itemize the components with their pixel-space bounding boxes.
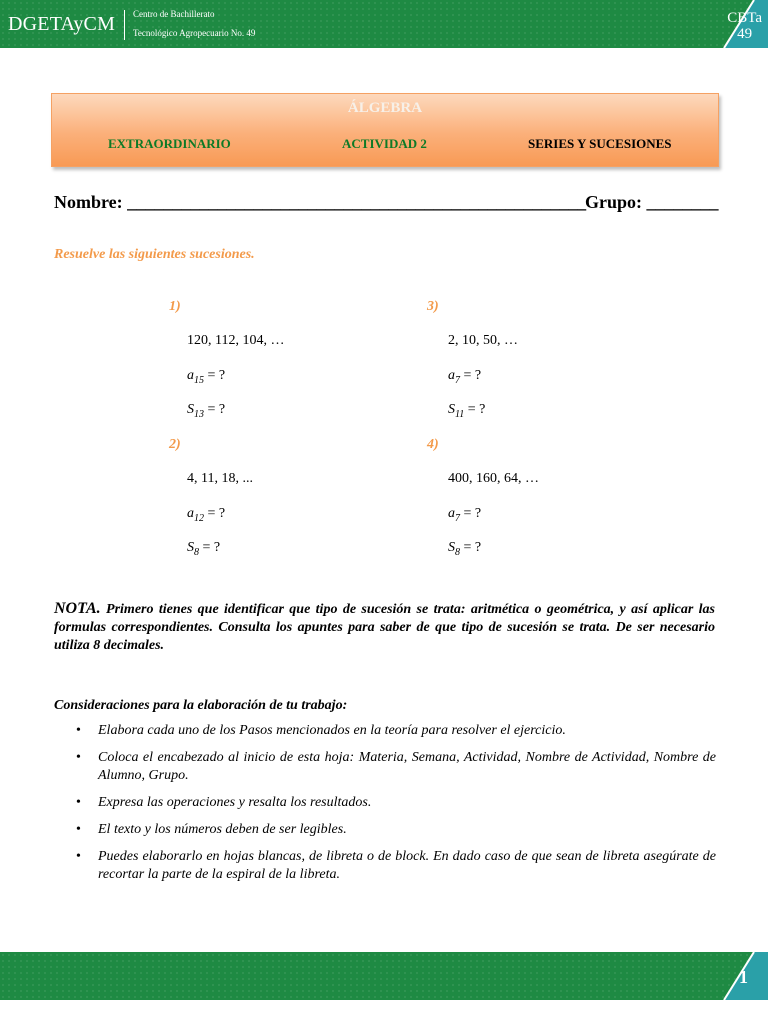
- considerations-title: Consideraciones para la elaboración de tu trabajo:: [54, 698, 348, 713]
- list-item-text: Expresa las operaciones y resalta los resultados.: [98, 795, 372, 810]
- bullet-icon: •: [76, 723, 81, 738]
- sum-symbol: S: [187, 402, 194, 417]
- list-item-text: Puedes elaborarlo en hojas blancas, de libreta o de block. En dado caso de que sean de libreta asegúrate de recortar la parte de la espiral de la libreta.: [98, 849, 716, 882]
- term-question: = ?: [204, 506, 226, 521]
- list-item-text: Coloca el encabezado al inicio de esta hoja: Materia, Semana, Actividad, Nombre de Actividad, Nombre de Alumno, Grupo.: [98, 750, 716, 783]
- note-text: Primero tienes que identificar que tipo de sucesión se trata: aritmética o geométrica, y así aplicar las formulas correspondientes. Consulta los apuntes para saber de que tipo de sucesión se trata. De ser necesario utiliza 8 decimales.: [54, 602, 715, 653]
- exercise-3-sum: [448, 402, 485, 420]
- note-paragraph: [54, 600, 715, 655]
- sum-question: = ?: [199, 540, 221, 555]
- term-index: 15: [194, 374, 204, 386]
- list-item: [76, 749, 716, 785]
- term-question: = ?: [460, 506, 482, 521]
- school-name-line2: Tecnológico Agropecuario No. 49: [133, 28, 256, 38]
- exercise-1-sequence: 120, 112, 104, …: [187, 333, 285, 348]
- exercise-4-number: 4): [427, 437, 439, 452]
- exercise-1-number: 1): [169, 299, 181, 314]
- cbta-label-line1: CBTa: [727, 10, 762, 26]
- header-bar: [0, 0, 768, 48]
- exercise-2-term: [187, 506, 225, 524]
- brand-divider: [124, 10, 125, 40]
- exercise-4-sequence: 400, 160, 64, …: [448, 471, 539, 486]
- sum-question: = ?: [464, 402, 486, 417]
- list-item: [76, 848, 716, 884]
- sum-index: 11: [455, 408, 465, 420]
- cbta-label: [727, 10, 762, 42]
- sum-symbol: S: [187, 540, 194, 555]
- brand-name: DGETAyCM: [8, 13, 116, 35]
- exercise-3-term: [448, 368, 481, 386]
- sum-index: 8: [194, 546, 199, 558]
- bullet-icon: •: [76, 750, 81, 765]
- corner-shape-icon: [698, 952, 768, 1000]
- sum-question: = ?: [204, 402, 226, 417]
- list-item-text: El texto y los números deben de ser legibles.: [98, 822, 347, 837]
- activity-label: ACTIVIDAD 2: [342, 136, 427, 151]
- page-number: 1: [739, 967, 748, 987]
- footer-bar: [0, 952, 768, 1000]
- term-symbol: a: [187, 368, 194, 383]
- list-item: [76, 821, 716, 839]
- exercise-4-sum: [448, 540, 481, 558]
- term-index: 7: [455, 374, 460, 386]
- group-field: Grupo: ________: [585, 192, 719, 212]
- exercise-2-sequence: 4, 11, 18, ...: [187, 471, 253, 486]
- sum-symbol: S: [448, 402, 455, 417]
- list-item: [76, 794, 716, 812]
- term-index: 12: [194, 512, 204, 524]
- name-field: Nombre: ___________________________________________________: [54, 192, 587, 212]
- sum-index: 13: [194, 408, 204, 420]
- term-question: = ?: [460, 368, 482, 383]
- cbta-label-line2: 49: [737, 26, 753, 42]
- instruction-text: Resuelve las siguientes sucesiones.: [54, 247, 255, 262]
- sum-symbol: S: [448, 540, 455, 555]
- exercise-3-sequence: 2, 10, 50, …: [448, 333, 518, 348]
- bullet-icon: •: [76, 822, 81, 837]
- term-symbol: a: [448, 368, 455, 383]
- activity-banner: [51, 93, 719, 167]
- exercise-3-number: 3): [427, 299, 439, 314]
- term-symbol: a: [187, 506, 194, 521]
- bullet-icon: •: [76, 795, 81, 810]
- sum-question: = ?: [460, 540, 482, 555]
- subject-title: ÁLGEBRA: [347, 100, 423, 116]
- exercise-2-sum: [187, 540, 220, 558]
- sum-index: 8: [455, 546, 460, 558]
- exam-type-label: EXTRAORDINARIO: [108, 136, 231, 151]
- list-item-text: Elabora cada uno de los Pasos mencionados en la teoría para resolver el ejercicio.: [98, 723, 566, 738]
- bullet-icon: •: [76, 849, 81, 864]
- exercise-4-term: [448, 506, 481, 524]
- exercise-2-number: 2): [169, 437, 181, 452]
- exercise-1-sum: [187, 402, 225, 420]
- term-index: 7: [455, 512, 460, 524]
- considerations-list: [76, 722, 716, 893]
- school-name-line1: Centro de Bachillerato: [133, 9, 215, 19]
- exercise-1-term: [187, 368, 225, 386]
- note-label: NOTA.: [54, 600, 101, 617]
- term-symbol: a: [448, 506, 455, 521]
- term-question: = ?: [204, 368, 226, 383]
- list-item: [76, 722, 716, 740]
- topic-label: SERIES Y SUCESIONES: [528, 136, 672, 151]
